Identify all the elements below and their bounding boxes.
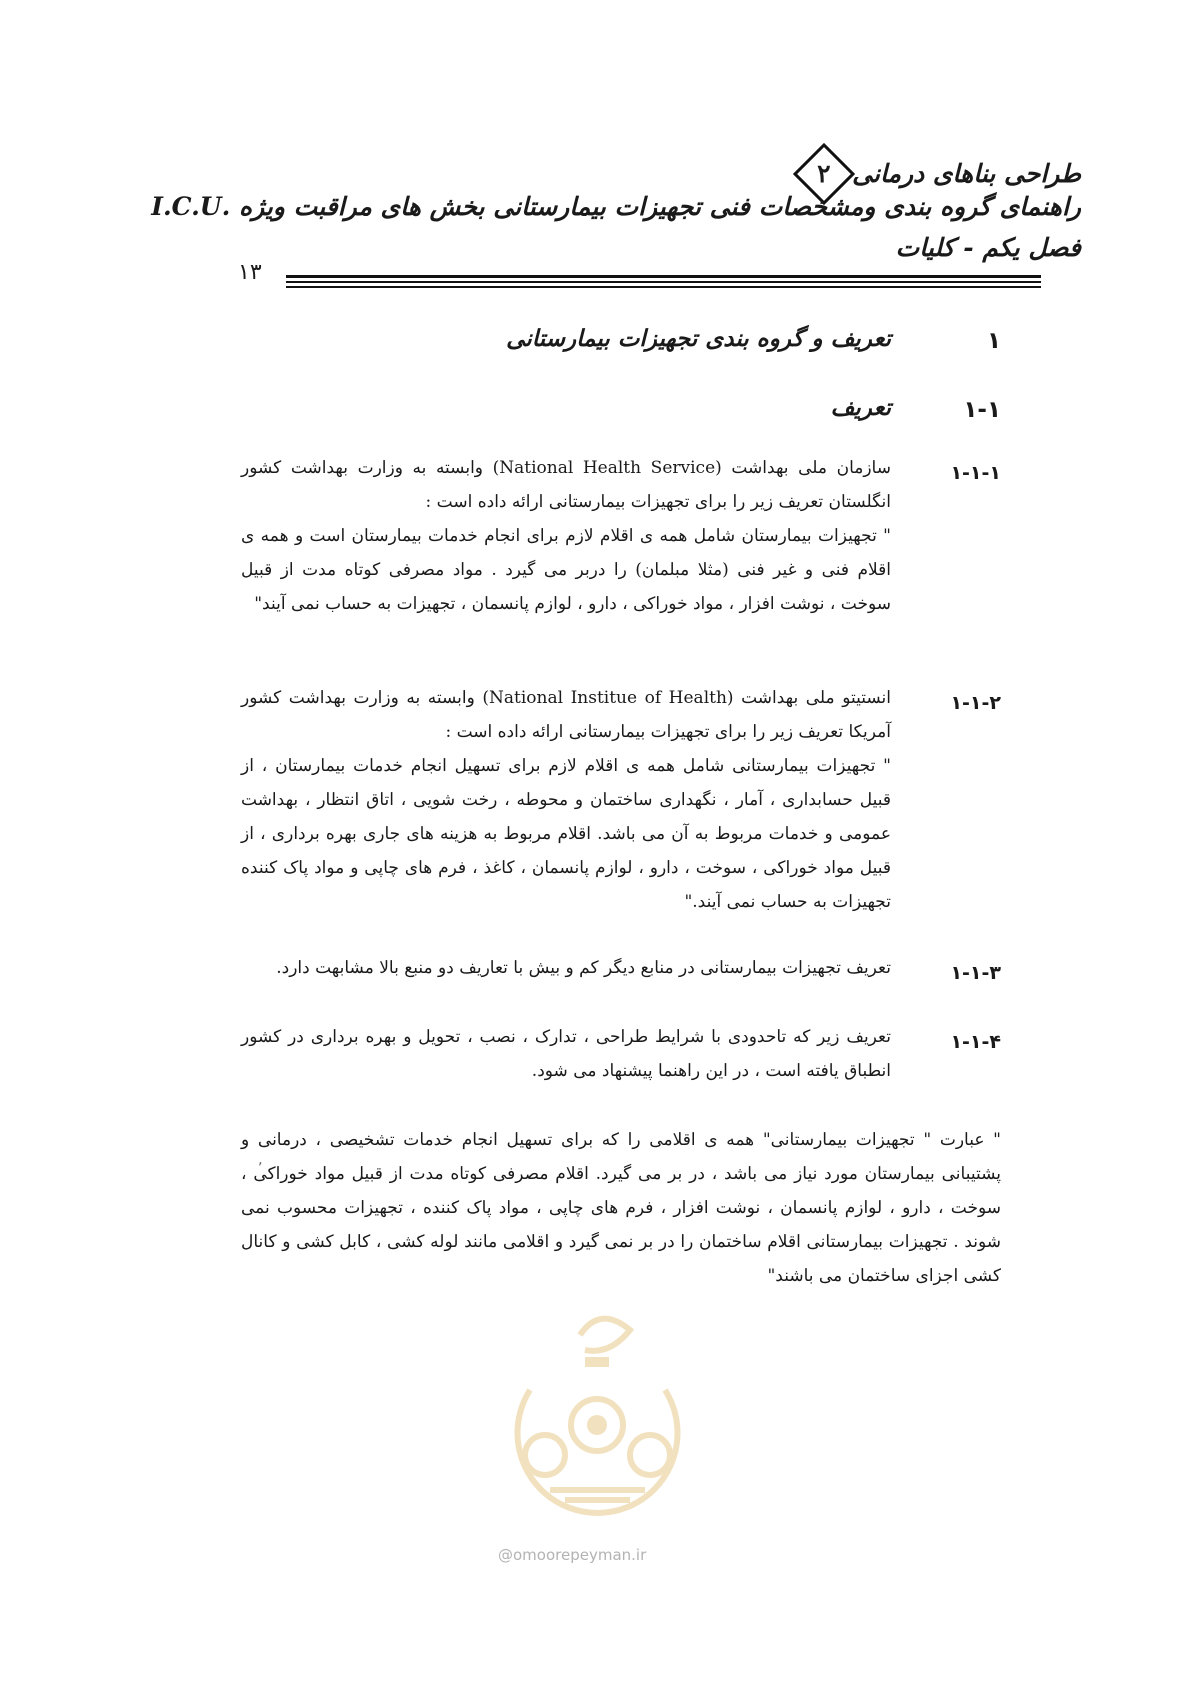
header-rule [286,286,1041,288]
clause-text [241,681,891,919]
clause-quote: " تجهیزات بیمارستان شامل همه ی اقلام لازم برای انجام خدمات بیمارستان است و همه ی اقلام فنی و غیر فنی (مثلا مبلمان) را دربر می گیرد . مواد مصرفی کوتاه مدت از قبیل سوخت ، نوشت افزار ، مواد خوراکی ، دارو ، لوازم پانسمان ، تجهیزات به حساب نمی آیند" [241,526,891,614]
watermark-logo [490,1295,705,1535]
page-number: ۱۳ [238,260,262,285]
subsection-number: ۱-۱ [963,397,1001,423]
clause-text: تعریف زیر که تاحدودی با شرایط طراحی ، تدارک ، نصب ، تحویل و بهره برداری در کشور انطباق یافته است ، در این راهنما پیشنهاد می شود. [241,1027,891,1081]
clause-intro: انستیتو ملی بهداشت (National Institue of Health) وابسته به وزارت بهداشت کشور آمریکا تعریف زیر را برای تجهیزات بیمارستانی ارائه داده است : [241,688,891,742]
subsection-title: تعریف [830,394,891,421]
series-text: طراحی بناهای درمانی [852,159,1081,188]
section-number: ۱ [986,328,1001,354]
series-title [796,152,1081,196]
clause-text [241,451,891,621]
chapter-title: فصل یکم - کلیات [895,233,1081,262]
scan-mark: ‚ [258,1152,263,1168]
header-rule [286,281,1041,283]
section-title: تعریف و گروه بندی تجهیزات بیمارستانی [506,325,891,352]
clause-number: ۱-۱-۳ [950,962,1001,984]
clause-text: تعریف تجهیزات بیمارستانی در منابع دیگر کم و بیش با تعاریف دو منبع بالا مشابهت دارد. [276,958,891,978]
clause-number: ۱-۱-۴ [950,1031,1001,1053]
clause-quote: " تجهیزات بیمارستانی شامل همه ی اقلام لازم برای تسهیل انجام خدمات بیمارستان ، از قبیل حسابداری ، آمار ، نگهداری ساختمان و محوطه ، رخت شویی ، اتاق انتظار ، بهداشت عمومی و خدمات مربوط به آن می باشد. اقلام مربوط به هزینه های جاری بهره برداری ، از قبیل مواد خوراکی ، سوخت ، دارو ، لوازم پانسمان ، کاغذ ، فرم های چاپی و مواد پاک کننده تجهیزات به حساب نمی آیند." [241,756,891,912]
watermark-url: @omoorepeyman.ir [498,1546,647,1564]
clause-number: ۱-۱-۲ [950,692,1001,714]
header-rule [286,275,1041,278]
clause-number: ۱-۱-۱ [950,462,1001,484]
definition-paragraph: " عبارت " تجهیزات بیمارستانی" همه ی اقلامی را که برای تسهیل انجام خدمات تشخیصی ، درمانی و پشتیبانی بیمارستان مورد نیاز می باشد ، در بر می گیرد. اقلام مصرفی کوتاه مدت از قبیل مواد خوراکی ، سوخت ، دارو ، لوازم پانسمان ، نوشت افزار ، فرم های چاپی ، مواد پاک کننده ، تجهیزات محسوب نمی شوند . تجهیزات بیمارستانی اقلام ساختمان را در بر نمی گیرد و اقلامی مانند لوله کشی ، کابل کشی و کانال کشی اجزای ساختمان می باشند" [241,1130,1001,1286]
clause-intro: سازمان ملی بهداشت (National Health Service) وابسته به وزارت بهداشت کشور انگلستان تعریف زیر را برای تجهیزات بیمارستانی ارائه داده است : [241,458,891,512]
guide-title: راهنمای گروه بندی ومشخصات فنی تجهیزات بیمارستانی بخش های مراقبت ویژه .I.C.U [151,192,1081,221]
series-number-badge: ۲ [793,143,855,205]
